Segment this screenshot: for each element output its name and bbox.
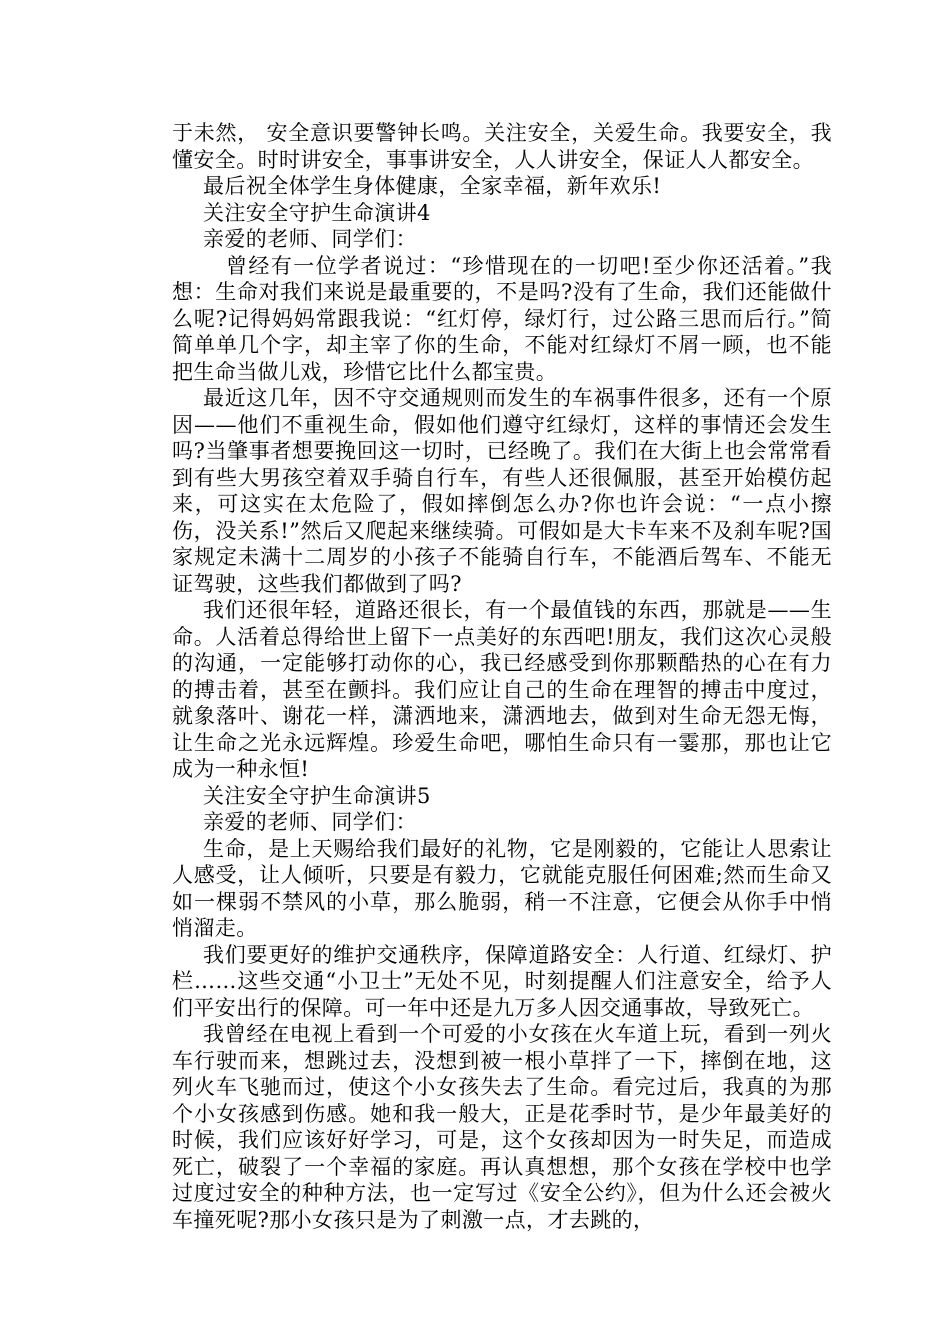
- paragraph: 生命，是上天赐给我们最好的礼物，它是刚毅的，它能让人思索让人感受，让人倾听，只要是有毅力，它就能克服任何困难;然而生命又如一棵弱不禁风的小草，那么脆弱，稍一不注意，它便会从你手中悄悄溜走。: [172, 836, 832, 940]
- paragraph: 最近这几年，因不守交通规则而发生的车祸事件很多，还有一个原因——他们不重视生命，假如他们遵守红绿灯，这样的事情还会发生吗?当肇事者想要挽回这一切时，已经晚了。我们在大街上也会常常看到有些大男孩空着双手骑自行车，有些人还很佩服，甚至开始模仿起来，可这实在太危险了，假如摔倒怎么办?你也许会说：“一点小擦伤，没关系!”然后又爬起来继续骑。可假如是大卡车来不及刹车呢?国家规定未满十二周岁的小孩子不能骑自行车，不能酒后驾车、不能无证驾驶，这些我们都做到了吗?: [172, 386, 832, 596]
- document-body: [172, 120, 832, 1233]
- paragraph: 曾经有一位学者说过：“珍惜现在的一切吧!至少你还活着。”我想：生命对我们来说是最重要的，不是吗?没有了生命，我们还能做什么呢?记得妈妈常跟我说：“红灯停，绿灯行，过公路三思而后行。”简简单单几个字，却主宰了你的生命，不能对红绿灯不屑一顾，也不能把生命当做儿戏，珍惜它比什么都宝贵。: [172, 253, 832, 384]
- section-heading: 关注安全守护生命演讲5: [203, 783, 431, 808]
- salutation: 亲爱的老师、同学们：: [203, 227, 417, 251]
- paragraph: 最后祝全体学生身体健康，全家幸福，新年欢乐!: [203, 174, 662, 198]
- paragraph: 我们还很年轻，道路还很长，有一个最值钱的东西，那就是——生命。人活着总得给世上留下一点美好的东西吧!朋友，我们这次心灵般的沟通，一定能够打动你的心，我已经感受到你那颗酷热的心在有力的搏击着，甚至在颤抖。我们应让自己的生命在理智的搏击中度过，就象落叶、谢花一样，潇洒地来，潇洒地去，做到对生命无怨无悔，让生命之光永远辉煌。珍爱生命吧，哪怕生命只有一霎那，那也让它成为一种永恒!: [172, 598, 832, 781]
- paragraph: 我曾经在电视上看到一个可爱的小女孩在火车道上玩，看到一列火车行驶而来，想跳过去，没想到被一根小草拌了一下，摔倒在地，这列火车飞驰而过，使这个小女孩失去了生命。看完过后，我真的为那个小女孩感到伤感。她和我一般大，正是花季时节，是少年最美好的时候，我们应该好好学习，可是，这个女孩却因为一时失足，而造成死亡，破裂了一个幸福的家庭。再认真想想，那个女孩在学校中也学过度过安全的种种方法，也一定写过《安全公约》，但为什么还会被火车撞死呢?那小女孩只是为了刺激一点，才去跳的，: [172, 1022, 832, 1232]
- paragraph: 于未然， 安全意识要警钟长鸣。关注安全，关爱生命。我要安全，我懂安全。时时讲安全，事事讲安全，人人讲安全，保证人人都安全。: [172, 121, 832, 172]
- salutation: 亲爱的老师、同学们：: [203, 810, 417, 834]
- section-heading: 关注安全守护生命演讲4: [203, 200, 431, 225]
- paragraph: 我们要更好的维护交通秩序，保障道路安全：人行道、红绿灯、护栏……这些交通“小卫士”无处不见，时刻提醒人们注意安全，给予人们平安出行的保障。可一年中还是九万多人因交通事故，导致死亡。: [172, 942, 832, 1020]
